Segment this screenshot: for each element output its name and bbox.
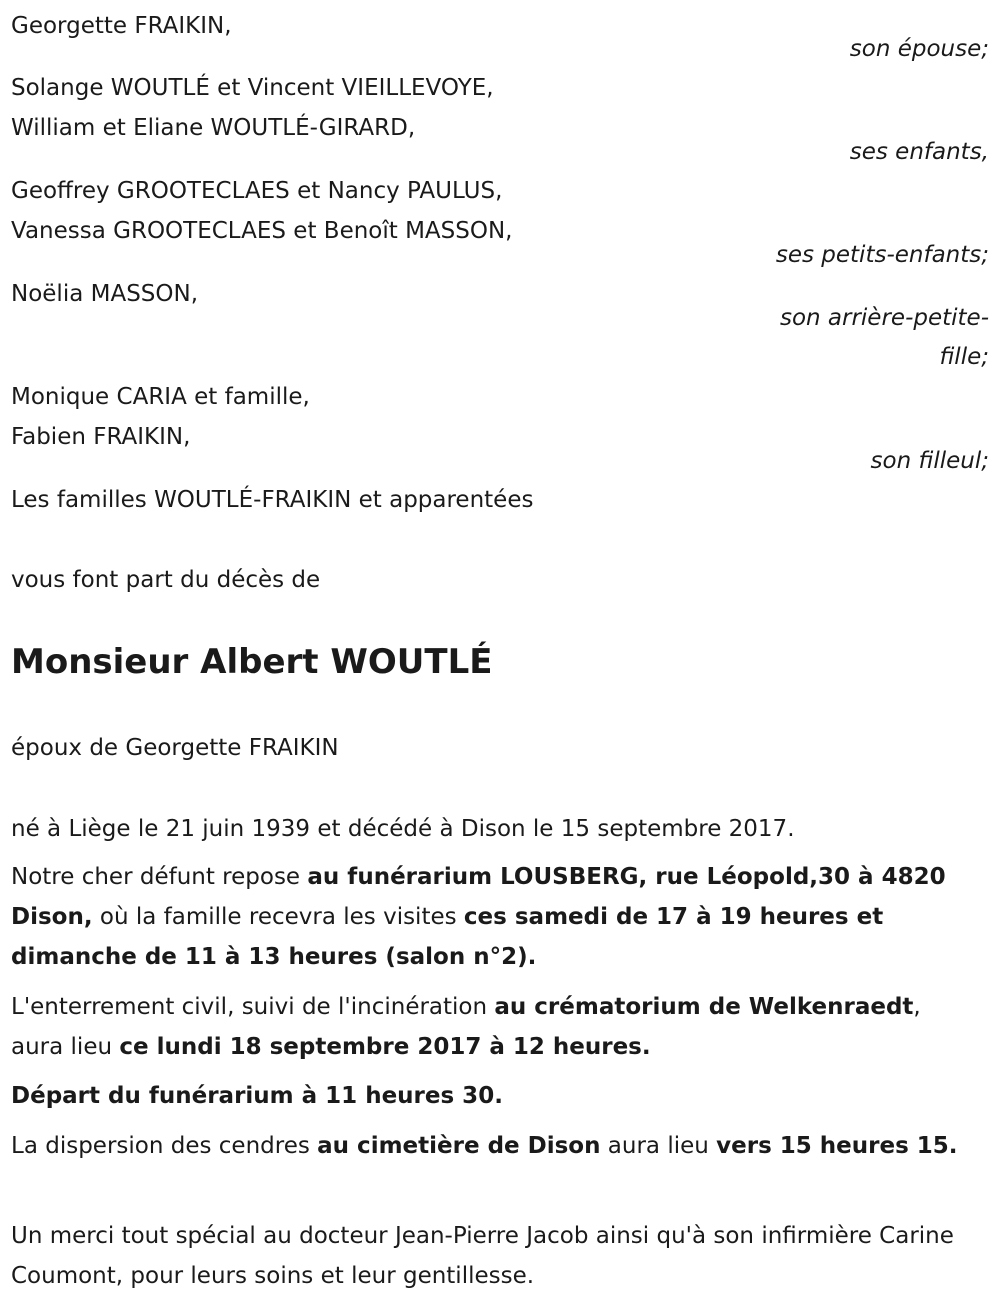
great-grandchild-role-line2: fille;: [939, 344, 989, 370]
paragraph-text: Notre cher défunt repose: [11, 864, 308, 890]
spouse-role: son épouse;: [849, 36, 989, 62]
deceased-spouse-of: époux de Georgette FRAIKIN: [11, 735, 339, 761]
relative-name: Monique CARIA et famille,: [11, 384, 310, 410]
child-name: Solange WOUTLÉ et Vincent VIEILLEVOYE,: [11, 75, 494, 101]
paragraph-bold: au cimetière de Dison: [317, 1133, 601, 1159]
deceased-name: Monsieur Albert WOUTLÉ: [11, 642, 493, 682]
funeral-home-paragraph: [11, 857, 971, 977]
paragraph-bold: vers 15 heures 15.: [716, 1133, 958, 1159]
spouse-name: Georgette FRAIKIN,: [11, 13, 232, 39]
paragraph-bold: ce lundi 18 septembre 2017 à 12 heures.: [119, 1034, 651, 1060]
paragraph-bold: au crématorium de Welkenraedt: [494, 994, 914, 1020]
godson-role: son filleul;: [870, 448, 989, 474]
burial-paragraph: [11, 987, 971, 1067]
grandchild-name: Geoffrey GROOTECLAES et Nancy PAULUS,: [11, 178, 503, 204]
paragraph-text: , aura lieu: [11, 994, 921, 1060]
ashes-paragraph: [11, 1126, 971, 1166]
birth-death-line: né à Liège le 21 juin 1939 et décédé à Dison le 15 septembre 2017.: [11, 816, 795, 842]
paragraph-text: La dispersion des cendres: [11, 1133, 318, 1159]
grandchild-name: Vanessa GROOTECLAES et Benoît MASSON,: [11, 218, 513, 244]
child-name: William et Eliane WOUTLÉ-GIRARD,: [11, 115, 416, 141]
great-grandchild-name: Noëlia MASSON,: [11, 281, 199, 307]
departure-paragraph: [11, 1076, 971, 1116]
announcement-text: vous font part du décès de: [11, 567, 321, 593]
grandchildren-role: ses petits-enfants;: [775, 242, 989, 268]
paragraph-bold: Départ du funérarium à 11 heures 30.: [11, 1083, 503, 1109]
children-role: ses enfants,: [849, 139, 989, 165]
godson-name: Fabien FRAIKIN,: [11, 424, 191, 450]
great-grandchild-role-line1: son arrière-petite-: [779, 305, 989, 331]
paragraph-text: L'enterrement civil, suivi de l'incinération: [11, 994, 495, 1020]
paragraph-bold: ces samedi de 17 à 19 heures et dimanche de 11 à 13 heures (salon n°2).: [11, 904, 884, 970]
paragraph-bold: au funérarium LOUSBERG, rue Léopold,30 à 4820 Dison,: [11, 864, 946, 930]
thanks-paragraph: [11, 1216, 971, 1296]
paragraph-text: où la famille recevra les visites: [92, 904, 464, 930]
paragraph-text: Un merci tout spécial au docteur Jean-Pierre Jacob ainsi qu'à son infirmière Carine Coumont, pour leurs soins et leur gentillesse.: [11, 1223, 954, 1289]
paragraph-text: aura lieu: [600, 1133, 717, 1159]
families-line: Les familles WOUTLÉ-FRAIKIN et apparentées: [11, 487, 534, 513]
